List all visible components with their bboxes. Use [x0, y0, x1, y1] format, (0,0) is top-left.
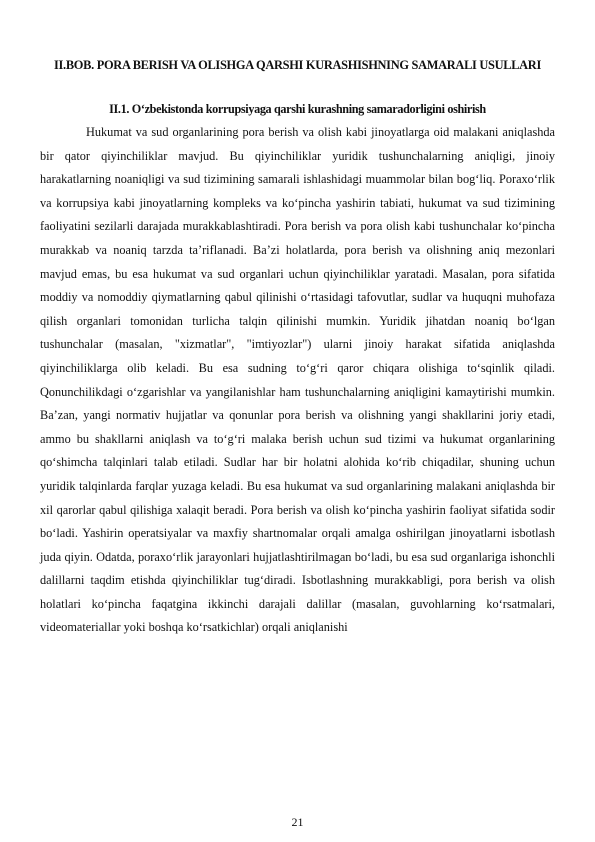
- section-title: II.1. O‘zbekistonda korrupsiyaga qarshi kurashning samaradorligini oshirish: [109, 102, 486, 116]
- body-paragraph: Hukumat va sud organlarining pora berish va olish kabi jinoyatlarga oid malakani aniqlashda bir qator qiyinchiliklar mavjud. Bu qiyinchiliklar yuridik tushunchalarning aniqligi, jinoiy harakatlarning noaniqligi va sud tizimining samarali ishlashidagi muammolar bilan bog‘liq. Poraxo‘rlik va korrupsiya kabi jinoyatlarning kompleks va ko‘pincha yashirin tabiati, hukumat va sud tizimining faoliyatini sezilarli darajada murakkablashtiradi. Pora berish va pora olish kabi tushunchalar ko‘pincha murakkab va noaniq tarzda ta’riflanadi. Ba’zi holatlarda, pora berish va olishning aniq mezonlari mavjud emas, bu esa hukumat va sud organlari uchun qiyinchiliklar yaratadi. Masalan, pora sifatida moddiy va nomoddiy qiymatlarning qabul qilinishi o‘rtasidagi tafovutlar, sudlar va huquqni muhofaza qilish organlari tomonidan turlicha talqin qilinishi mumkin. Yuridik jihatdan noaniq bo‘lgan tushunchalar (masalan, "xizmatlar", "imtiyozlar") ularni jinoiy harakat sifatida aniqlashda qiyinchiliklarga olib keladi. Bu esa sudning to‘g‘ri qaror chiqara olishiga to‘sqinlik qiladi. Qonunchilikdagi o‘zgarishlar va yangilanishlar ham tushunchalarning aniqligini kamaytirishi mumkin. Ba’zan, yangi normativ hujjatlar va qonunlar pora berish va olishning yangi shakllarini joriy etadi, ammo bu shakllarni aniqlash va to‘g‘ri malaka berish uchun sud tizimi va hukumat organlarining qo‘shimcha talqinlari talab etiladi. Sudlar har bir holatni alohida ko‘rib chiqadilar, shuning uchun yuridik talqinlarda farqlar yuzaga keladi. Bu esa hukumat va sud organlarining malakani aniqlashda bir xil qarorlar qabul qilishiga xalaqit beradi. Pora berish va olish ko‘pincha yashirin faoliyat sifatida sodir bo‘ladi. Yashirin operatsiyalar va maxfiy shartnomalar orqali amalga oshirilgan jinoyatlarni isbotlash juda qiyin. Odatda, poraxo‘rlik jarayonlari hujjatlashtirilmagan bo‘ladi, bu esa sud organlariga ishonchli dalillarni taqdim etishda qiyinchiliklar tug‘diradi. Isbotlashning murakkabligi, pora berish va olish holatlari ko‘pincha faqatgina ikkinchi darajali dalillar (masalan, guvohlarning ko‘rsatmalari, videomateriallar yoki boshqa ko‘rsatkichlar) orqali aniqlanishi: [40, 125, 555, 635]
- chapter-title: II.BOB. PORA BERISH VA OLISHGA QARSHI KURASHISHNING SAMARALI USULLARI: [54, 58, 541, 72]
- page-number: 21: [291, 815, 304, 829]
